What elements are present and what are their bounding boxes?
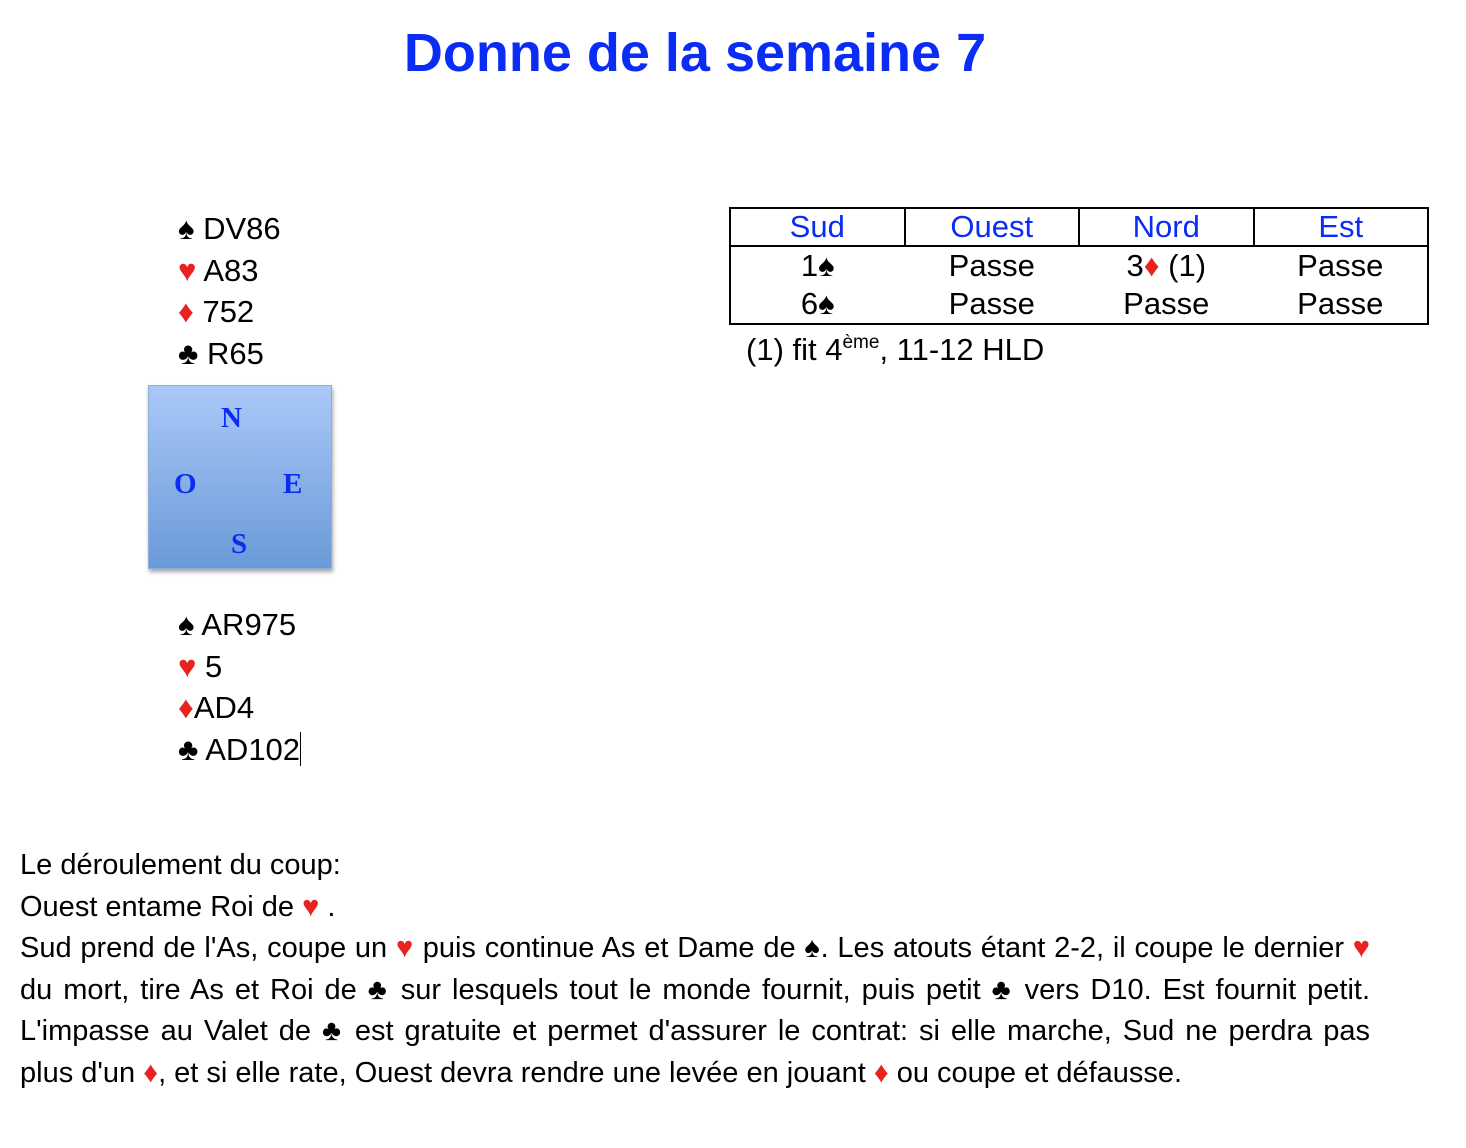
bidding-row xyxy=(730,285,1428,324)
text: . xyxy=(319,890,336,923)
heart-icon: ♥ xyxy=(178,252,197,288)
north-clubs-cards: R65 xyxy=(206,335,264,371)
bidding-row xyxy=(730,246,1428,285)
bid-level: 6 xyxy=(800,286,819,321)
text: puis continue As et Dame de xyxy=(413,932,805,964)
narrative-lead xyxy=(20,887,1370,929)
north-hearts-cards: A83 xyxy=(203,252,259,288)
south-spades-cards: AR975 xyxy=(201,607,297,642)
club-icon: ♣ xyxy=(367,973,390,1006)
footnote-text-end: , 11-12 HLD xyxy=(879,332,1045,367)
south-hearts xyxy=(178,646,301,688)
header-est: Est xyxy=(1254,208,1429,246)
north-clubs xyxy=(178,333,281,375)
bidding-table xyxy=(729,207,1429,325)
heart-icon: ♥ xyxy=(1352,932,1371,964)
text: Ouest entame Roi de xyxy=(20,890,303,923)
page-title: Donne de la semaine 7 xyxy=(403,23,987,83)
south-clubs-cards: AD102 xyxy=(205,731,301,767)
south-diamonds xyxy=(178,687,301,729)
north-diamonds xyxy=(178,291,281,333)
text: est gratuite et permet d'assurer le contrat: si elle marche, Sud ne perdra pas plus d'un xyxy=(20,1015,1371,1089)
text: du mort, tire As et Roi de xyxy=(20,973,368,1006)
club-icon: ♣ xyxy=(321,1015,344,1047)
bid-nord xyxy=(1079,246,1254,285)
compass-east: E xyxy=(283,468,303,500)
bid-sud xyxy=(730,285,905,324)
bid-est: Passe xyxy=(1254,285,1429,324)
diamond-icon: ♦ xyxy=(143,1056,159,1089)
text: , et si elle rate, Ouest devra rendre une levée en jouant xyxy=(158,1056,874,1089)
narrative-heading: Le déroulement du coup: xyxy=(20,849,341,881)
compass-box xyxy=(148,385,332,569)
club-icon: ♣ xyxy=(178,335,199,371)
north-hearts xyxy=(178,250,281,292)
text: vers D10. Est fournit petit. L'impasse au Valet de xyxy=(20,973,1371,1047)
heart-icon: ♥ xyxy=(178,648,197,684)
bid-ouest: Passe xyxy=(905,285,1080,324)
spade-icon: ♠ xyxy=(818,286,835,321)
south-spades xyxy=(178,604,301,646)
compass-north: N xyxy=(221,402,242,434)
bidding-footnote xyxy=(746,332,1044,368)
spade-icon: ♠ xyxy=(178,607,195,642)
footnote-text: (1) fit 4 xyxy=(746,332,843,367)
north-hand xyxy=(178,208,281,374)
header-sud: Sud xyxy=(730,208,905,246)
text: Sud prend de l'As, coupe un xyxy=(20,932,396,964)
bid-sud xyxy=(730,246,905,285)
text: . Les atouts étant 2-2, il coupe le dernier xyxy=(820,932,1353,964)
footnote-superscript: ème xyxy=(842,332,880,353)
north-spades-cards: DV86 xyxy=(203,211,281,246)
header-nord: Nord xyxy=(1079,208,1254,246)
bid-note-ref: (1) xyxy=(1159,248,1207,283)
club-icon: ♣ xyxy=(991,973,1014,1006)
south-diamonds-cards: AD4 xyxy=(193,690,255,725)
south-hearts-cards: 5 xyxy=(205,648,223,684)
north-spades xyxy=(178,208,281,250)
diamond-icon: ♦ xyxy=(873,1056,889,1089)
narrative-paragraph xyxy=(20,928,1370,1094)
bid-level: 3 xyxy=(1126,248,1144,283)
spade-icon: ♠ xyxy=(804,932,821,964)
diamond-icon: ♦ xyxy=(178,294,194,329)
north-diamonds-cards: 752 xyxy=(202,294,255,329)
diamond-icon: ♦ xyxy=(178,690,194,725)
spade-icon: ♠ xyxy=(178,211,195,246)
text: ou coupe et défausse. xyxy=(888,1056,1183,1089)
text-cursor xyxy=(300,732,301,766)
heart-icon: ♥ xyxy=(395,932,414,964)
diamond-icon: ♦ xyxy=(1143,248,1160,283)
club-icon: ♣ xyxy=(178,731,199,767)
spade-icon: ♠ xyxy=(818,248,835,283)
bid-nord: Passe xyxy=(1079,285,1254,324)
heart-icon: ♥ xyxy=(302,890,320,923)
compass-south: S xyxy=(231,528,248,560)
south-hand xyxy=(178,604,301,770)
bid-level: 1 xyxy=(800,248,819,283)
header-ouest: Ouest xyxy=(905,208,1080,246)
south-clubs xyxy=(178,729,301,771)
play-description xyxy=(20,845,1370,1094)
text: sur lesquels tout le monde fournit, puis petit xyxy=(389,973,992,1006)
bid-ouest: Passe xyxy=(948,248,1035,283)
compass-west: O xyxy=(174,468,197,500)
bid-est: Passe xyxy=(1254,246,1429,285)
